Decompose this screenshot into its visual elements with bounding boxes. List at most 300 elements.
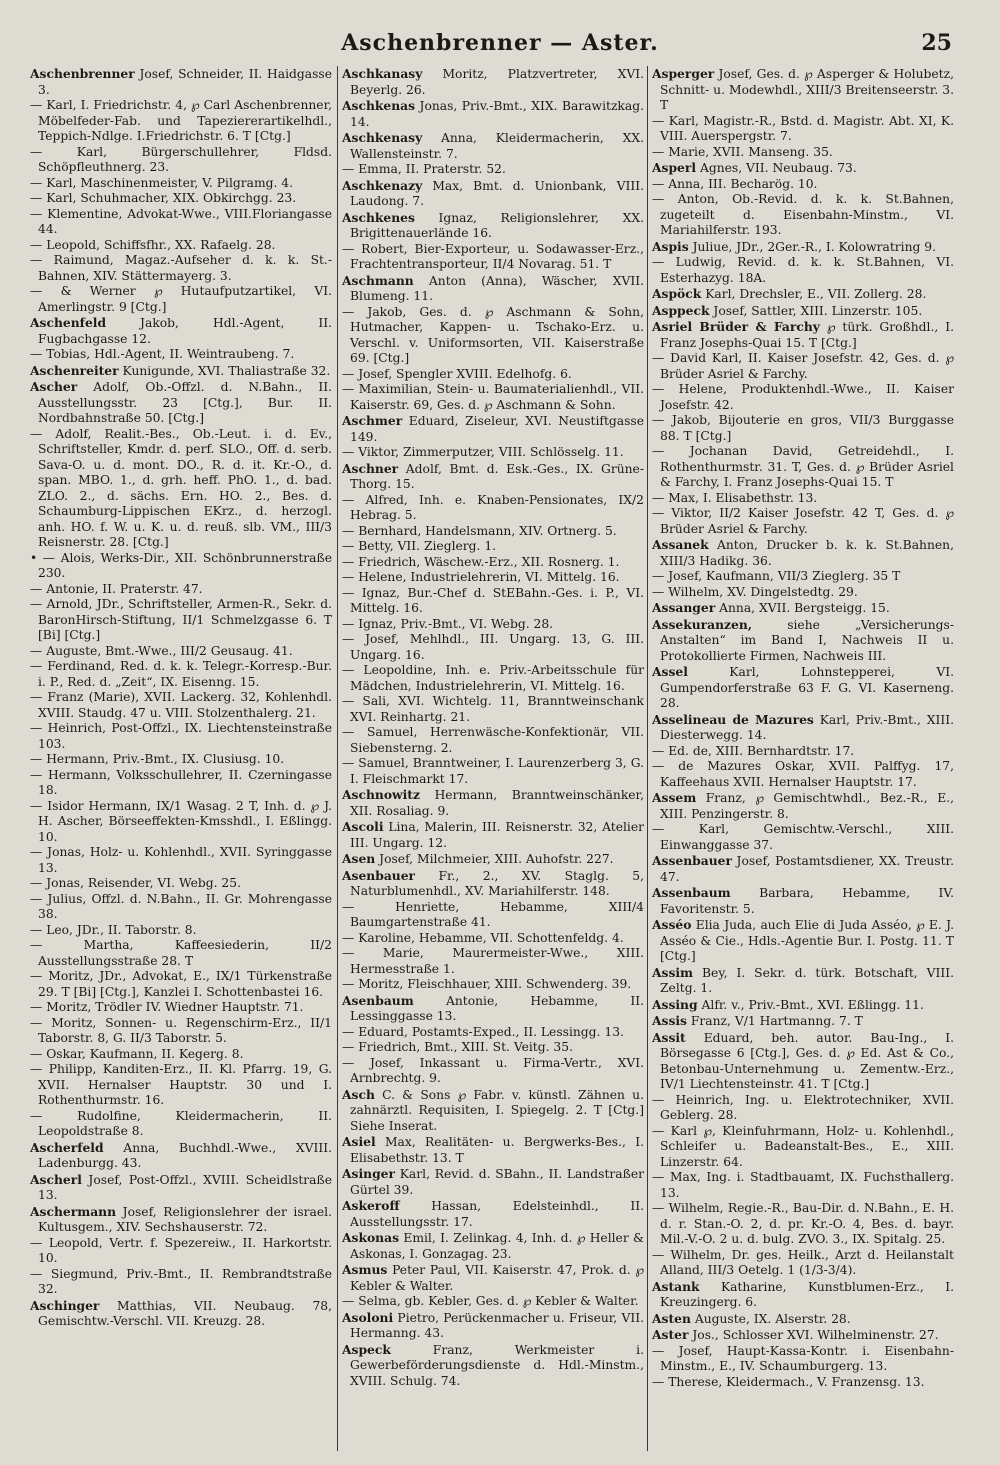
entry-text: Agnes, VII. Neubaug. 73. [696,161,857,175]
entry-text: — Jonas, Reisender, VI. Webg. 25. [30,876,241,890]
entry-text: — Isidor Hermann, IX/1 Wasag. 2 T, Inh. d. ℘ J. H. Ascher, Börseeffekten-Kmsshdl., I. Eßlingg. 10. [30,798,332,844]
entry-text: Josef, Schneider, II. Haidgasse 3. [38,67,332,97]
entry-text: Anna, Kleidermacherin, XX. Wallensteinstr. 7. [350,131,644,161]
directory-entry [30,253,332,284]
entry-text: — Anna, III. Becharög. 10. [652,176,818,191]
directory-entry [30,1298,332,1330]
entry-text: ℘ türk. Großhdl., I. Franz Josephs-Quai 15. T [Ctg.] [660,320,954,350]
directory-entry [652,1030,954,1093]
directory-entry [30,752,332,768]
directory-entry [652,1170,954,1201]
entry-text: Karl, Priv.-Bmt., XIII. Diesterwegg. 14. [660,712,954,742]
directory-entry [652,239,954,256]
directory-entry [30,363,332,380]
entry-text: — Max, Ing. i. Stadtbauamt, IX. Fuchsthallerg. 13. [652,1170,954,1200]
directory-entry [30,768,332,799]
entry-surname: Aschenfeld [30,315,107,330]
entry-text: Josef, Postamtsdiener, XX. Treustr. 47. [660,854,954,884]
entry-surname: Asoloni [342,1309,394,1325]
entry-text: — Jonas, Holz- u. Kohlenhdl., XVII. Syringgasse 13. [30,845,332,875]
entry-text: Eduard, Ziseleur, XVI. Neustiftgasse 149. [350,414,644,444]
directory-entry [342,382,644,413]
entry-surname: Aschinger [30,1297,100,1313]
entry-surname: Aster [652,1327,689,1342]
directory-entry [652,744,954,760]
directory-entry [652,506,954,537]
directory-entry [30,1267,332,1298]
entry-text: — Ignaz, Bur.-Chef d. StEBahn.-Ges. i. P., VI. Mittelg. 16. [342,585,644,615]
entry-text: — Leopold, Vertr. f. Spezereiw., II. Harkortstr. 10. [30,1235,332,1265]
directory-entry [30,1140,332,1172]
entry-surname: Aschkanasy [342,66,423,81]
directory-entry [30,238,332,254]
entry-text: — Therese, Kleidermach., V. Franzensg. 13. [652,1374,925,1389]
entry-surname: Aschenreiter [30,362,119,378]
directory-entry [652,145,954,161]
directory-entry [342,130,644,162]
directory-entry [30,191,332,207]
entry-text: Anton (Anna), Wäscher, XVII. Blumeng. 11. [350,273,644,303]
entry-text: — Siegmund, Priv.-Bmt., II. Rembrandtstraße 32. [30,1266,332,1296]
directory-entry [30,845,332,876]
directory-entry [342,1056,644,1087]
entry-text: — Rudolfine, Kleidermacherin, II. Leopoldstraße 8. [30,1108,332,1138]
directory-entry [30,207,332,238]
entry-text: — Wilhelm, Regie.-R., Bau-Dir. d. N.Bahn., E. H. d. r. Stan.-O. 2, d. pr. Kr.-O. 4, Bes. d. bayr. Mil.-V.-O. 2 u. d. bulg. ZVO. 3., IX. Spitalg. 25. [652,1201,954,1246]
entry-text: — Martha, Kaffeesiederin, II/2 Ausstellungsstraße 28. T [30,938,332,968]
entry-text: — Oskar, Kaufmann, II. Kegerg. 8. [30,1046,244,1061]
directory-entry [652,319,954,351]
entry-text: — Samuel, Branntweiner, I. Laurenzerberg 3, G. I. Fleischmarkt 17. [342,756,644,786]
directory-entry [342,98,644,130]
entry-text: — Raimund, Magaz.-Aufseher d. k. k. St.-Bahnen, XIV. Stättermayerg. 3. [30,253,332,283]
directory-entry [30,1000,332,1016]
entry-text: — Adolf, Realit.-Bes., Ob.-Leut. i. d. Ev., Schriftsteller, Kmdr. d. perf. SLO., Off. d. serb. Sava-O. u. d. mont. DO., R. d. it. Kr.-O., d. span. MBO. 1., d. grh. heff. PhO. 1., d. bad. ZLO. 2., d. sächs. Ern. HO. 2., Bes. d. Schaumburg-Lippischen EKrz., d. herzogl. anh. HO. f. W. u. K. u. d. reuß. slb. VM., III/3 Reisnerstr. 28. [Ctg.] [30,426,332,549]
directory-entry [652,885,954,917]
page-title: Aschenbrenner — Aster. [341,30,659,56]
directory-entry [30,1236,332,1267]
directory-entry [342,586,644,617]
entry-surname: Aspöck [652,286,702,301]
entry-text: — Viktor, Zimmerputzer, VIII. Schlösselg. 11. [342,445,624,459]
directory-entry [652,491,954,507]
directory-entry [342,273,644,305]
entry-text: Max, Realitäten- u. Bergwerks-Bes., I. Elisabethstr. 13. T [350,1135,644,1165]
page-number: 25 [921,30,952,56]
directory-entry [30,923,332,939]
directory-entry [30,1062,332,1109]
entry-text: — Moritz, Sonnen- u. Regenschirm-Erz., II/1 Taborstr. 8, G. II/3 Taborstr. 5. [30,1015,332,1045]
entry-text: — de Mazures Oskar, XVII. Palffyg. 17, Kaffeehaus XVII. Hernalser Hauptstr. 17. [652,759,954,789]
entry-text: Juliue, JDr., 2Ger.-R., I. Kolowratring 9. [688,239,937,254]
entry-surname: Ascoli [342,819,384,834]
entry-text: — Karl ℘, Kleinfuhrmann, Holz- u. Kohlenhdl., Schleifer u. Badeanstalt-Bes., E., XIII. Linzerstr. 64. [652,1123,954,1169]
directory-entry [342,694,644,725]
directory-entry [652,1201,954,1248]
directory-entry [652,160,954,177]
entry-surname: Ascher [30,379,78,394]
entry-text: — Karl, I. Friedrichstr. 4, ℘ Carl Aschenbrenner, Möbelfeder-Fab. und Tapeziererartikelhdl., Teppich-Ndlge. I.Friedrichstr. 6. T [Ctg.] [30,98,332,143]
directory-entry [30,938,332,969]
directory-entry [652,600,954,617]
directory-entry [30,799,332,846]
entry-text: — Henriette, Hebamme, XIII/4 Baumgartenstraße 41. [342,899,644,929]
directory-entry [652,569,954,585]
entry-text: — Wilhelm, Dr. ges. Heilk., Arzt d. Heilanstalt Alland, III/3 Oetelg. 1 (1/3-3/4). [652,1247,954,1277]
entry-text: — Karl, Maschinenmeister, V. Pilgramg. 4. [30,175,294,190]
entry-text: Moritz, Platzvertreter, XVI. Beyerlg. 26. [350,67,644,97]
entry-text: — Tobias, Hdl.-Agent, II. Weintraubeng. 7. [30,347,295,361]
directory-entry [342,367,644,383]
directory-entry [30,1172,332,1204]
entry-text: — Antonie, II. Praterstr. 47. [30,581,203,596]
entry-text: — Klementine, Advokat-Wwe., VIII.Floriangasse 44. [30,206,332,236]
entry-text: — Moritz, Trödler IV. Wiedner Hauptstr. 71. [30,1000,304,1014]
directory-entry [342,555,644,571]
entry-text: — Karl, Magistr.-R., Bstd. d. Magistr. Abt. XI, K. VIII. Auerspergstr. 7. [652,113,954,143]
entry-text: — Heinrich, Ing. u. Elektrotechniker, XVII. Geblerg. 28. [652,1092,954,1122]
entry-surname: Asselineau de Mazures [652,711,814,727]
directory-entry [652,917,954,965]
directory-entry [652,1013,954,1030]
directory-entry [652,114,954,145]
entry-surname: Asmus [342,1262,388,1277]
directory-entry [30,551,332,582]
entry-text: Josef, Religionslehrer der israel. Kultusgem., XIV. Sechshauserstr. 72. [38,1204,332,1234]
entry-text: Franz, ℘ Gemischtwhdl., Bez.-R., E., XIII. Penzingerstr. 8. [660,791,954,821]
entry-surname: Aschmann [342,272,414,288]
entry-surname: Aschermann [30,1203,117,1219]
entry-text: — Moritz, JDr., Advokat, E., IX/1 Türkenstraße 29. T [Bi] [Ctg.], Kanzlei I. Schottenbastei 16. [30,969,332,999]
directory-entry [30,1016,332,1047]
entry-text: — Jakob, Ges. d. ℘ Aschmann & Sohn, Hutmacher, Kappen- u. Tschako-Erz. u. Verschl. v. Uniformsorten, VII. Kaiserstraße 69. [Ctg.] [342,304,644,365]
entry-text: — Ignaz, Priv.-Bmt., VI. Webg. 28. [342,616,554,631]
entry-text: Hassan, Edelsteinhdl., II. Ausstellungsstr. 17. [350,1199,644,1229]
directory-entry [342,413,644,445]
entry-surname: Aschkenes [342,209,415,225]
directory-entry [30,347,332,363]
directory-entry [30,176,332,192]
entry-text: — Josef, Inkassant u. Firma-Vertr., XVI. Arnbrechtg. 9. [342,1055,644,1085]
entry-text: — Sali, XVI. Wichtelg. 11, Branntweinschank XVI. Reinhartg. 21. [342,694,644,724]
directory-entry [342,445,644,461]
directory-entry [30,427,332,551]
entry-surname: Assanek [652,537,709,552]
entry-text: — Hermann, Volksschullehrer, II. Czerningasse 18. [30,767,332,797]
entry-surname: Assing [652,996,698,1012]
entry-text: — Robert, Bier-Exporteur, u. Sodawasser-Erz., Frachtentransporteur, II/4 Novarag. 51. T [342,241,644,271]
entry-surname: Asenbauer [342,867,416,883]
directory-entry [652,1344,954,1375]
entry-text: — Josef, Haupt-Kassa-Kontr. i. Eisenbahn-Minstm., E., IV. Schaumburgerg. 13. [652,1343,954,1373]
entry-text: Anna, Buchhdl.-Wwe., XVIII. Ladenburgg. 43. [38,1140,332,1170]
entry-surname: Assel [652,664,688,679]
entry-text: Adolf, Ob.-Offzl. d. N.Bahn., II. Ausstellungsstr. 23 [Ctg.], Bur. II. Nordbahnstraße 50. [Ctg.] [38,380,332,425]
entry-text: — Josef, Mehlhdl., III. Ungarg. 13, G. III. Ungarg. 16. [342,632,644,662]
entry-text: Josef, Ges. d. ℘ Asperger & Holubetz, Schnitt- u. Modewhdl., XIII/3 Breitenseerstr. 3. T [660,67,954,112]
entry-surname: Astank [652,1278,700,1294]
directory-entry [652,444,954,491]
directory-entry [30,969,332,1000]
directory-entry [342,524,644,540]
entry-surname: Assit [652,1029,686,1045]
entry-surname: Asppeck [652,302,710,318]
directory-entry [342,900,644,931]
entry-surname: Asperger [652,66,715,81]
directory-entry [652,1279,954,1311]
entry-text: • — Alois, Werks-Dir., XII. Schönbrunnerstraße 230. [30,550,332,580]
entry-text: C. & Sons ℘ Fabr. v. künstl. Zähnen u. zahnärztl. Requisiten, I. Spiegelg. 2. T [Ctg.] Siehe Inserat. [350,1087,644,1133]
directory-entry [342,617,644,633]
column-2 [342,66,644,1456]
entry-surname: Assekuranzen, [652,616,753,632]
directory-entry [342,993,644,1025]
directory-entry [342,66,644,98]
directory-entry [30,644,332,660]
entry-text: Jos., Schlosser XVI. Wilhelminenstr. 27. [688,1328,939,1342]
entry-surname: Asch [342,1086,375,1102]
entry-text: Hermann, Branntweinschänker, XII. Rosaliag. 9. [350,788,644,818]
directory-entry [342,493,644,524]
column-divider [647,66,648,1451]
entry-text: — Friedrich, Bmt., XIII. St. Veitg. 35. [342,1040,573,1054]
directory-entry [30,876,332,892]
entry-text: Emil, I. Zelinkag. 4, Inh. d. ℘ Heller & Askonas, I. Gonzagag. 23. [350,1231,644,1261]
directory-entry [652,537,954,569]
directory-entry [652,413,954,444]
entry-text: — Maximilian, Stein- u. Baumaterialienhdl., VII. Kaiserstr. 69, Ges. d. ℘ Aschmann & Sohn. [342,382,644,412]
entry-surname: Asten [652,1310,691,1326]
entry-text: Jakob, Hdl.-Agent, II. Fugbachgasse 12. [38,316,332,346]
entry-text: Jonas, Priv.-Bmt., XIX. Barawitzkag. 14. [350,99,644,129]
directory-entry [30,315,332,347]
entry-text: — Julius, Offzl. d. N.Bahn., II. Gr. Mohrengasse 38. [30,891,332,921]
entry-surname: Assenbaum [652,885,731,900]
directory-entry [30,145,332,176]
entry-text: — & Werner ℘ Hutaufputzartikel, VI. Amerlingstr. 9 [Ctg.] [30,284,332,314]
entry-text: — Marie, Maurermeister-Wwe., XIII. Hermesstraße 1. [342,946,644,976]
directory-entry [652,303,954,320]
directory-entry [30,1047,332,1063]
entry-surname: Aspis [652,238,689,254]
directory-entry [342,632,644,663]
entry-surname: Aschkenazy [342,177,423,193]
entry-text: — David Karl, II. Kaiser Josefstr. 42, Ges. d. ℘ Brüder Asriel & Farchy. [652,351,954,381]
directory-entry [652,351,954,382]
directory-entry [342,305,644,367]
entry-surname: Ascherl [30,1171,82,1187]
directory-entry [652,585,954,601]
entry-surname: Ascherfeld [30,1139,104,1155]
entry-text: Ignaz, Religionslehrer, XX. Brigittenauerlände 16. [350,210,644,240]
directory-entry [652,965,954,997]
directory-entry [652,759,954,790]
column-3 [652,66,954,1456]
directory-entry [652,822,954,853]
directory-entry [342,756,644,787]
directory-entry [30,659,332,690]
directory-entry [652,790,954,822]
entry-surname: Asperl [652,160,697,175]
directory-entry [30,284,332,315]
entry-text: Eduard, beh. autor. Bau-Ing., I. Börsegasse 6 [Ctg.], Ges. d. ℘ Ed. Ast & Co., Betonbau-Unternehmung u. Zementw.-Erz., IV/1 Liechtensteinstr. 41. T [Ctg.] [660,1030,954,1091]
entry-text: — Moritz, Fleischhauer, XIII. Schwenderg. 39. [342,977,632,991]
entry-surname: Asen [342,851,376,866]
entry-text: Karl, Lohnstepperei, VI. Gumpendorferstraße 63 F. G. VI. Kaserneng. 28. [660,665,954,710]
directory-entry [30,721,332,752]
directory-entry [342,1342,644,1390]
entry-surname: Asenbaum [342,992,414,1008]
entry-text: — Jakob, Bijouterie en gros, VII/3 Burggasse 88. T [Ctg.] [652,413,954,443]
directory-entry [342,851,644,868]
entry-text: — Anton, Ob.-Revid. d. k. k. St.Bahnen, zugeteilt d. Eisenbahn-Minstm., VI. Mariahilferstr. 193. [652,192,954,237]
entry-text: — Marie, XVII. Manseng. 35. [652,144,833,159]
entry-surname: Aschenbrenner [30,66,135,81]
directory-entry [342,931,644,947]
entry-text: Barbara, Hebamme, IV. Favoritenstr. 5. [660,886,954,916]
entry-text: — Heinrich, Post-Offzl., IX. Liechtensteinstraße 103. [30,721,332,751]
directory-entry [652,192,954,239]
directory-entry [30,690,332,721]
entry-surname: Aschkenas [342,98,416,113]
column-divider [337,66,338,1451]
entry-text: — Betty, VII. Zieglerg. 1. [342,539,497,553]
directory-entry [342,1087,644,1135]
directory-entry [342,210,644,242]
directory-entry [342,162,644,178]
entry-text: — Leo, JDr., II. Taborstr. 8. [30,922,197,937]
entry-text: — Jochanan David, Getreidehdl., I. Rothenthurmstr. 31. T, Ges. d. ℘ Brüder Asriel & Farchy, I. Franz Josephs-Quai 15. T [652,444,954,489]
entry-text: — Karoline, Hebamme, VII. Schottenfeldg. 4. [342,930,624,945]
directory-entry [342,1310,644,1342]
directory-entry [342,242,644,273]
directory-entry [30,379,332,427]
entry-text: Josef, Sattler, XIII. Linzerstr. 105. [709,303,923,318]
entry-text: Franz, V/1 Hartmanng. 7. T [686,1014,863,1028]
entry-text: Adolf, Bmt. d. Esk.-Ges., IX. Grüne-Thorg. 15. [350,461,644,491]
directory-entry [30,1109,332,1140]
entry-text: Katharine, Kunstblumen-Erz., I. Kreuzingerg. 6. [660,1279,954,1309]
entry-surname: Assanger [652,600,716,615]
entry-surname: Aschkenasy [342,130,423,145]
directory-entry [342,178,644,210]
directory-entry [342,461,644,493]
directory-entry [652,1311,954,1328]
directory-entry [652,382,954,413]
directory-entry [342,787,644,819]
entry-text: siehe „Versicherungs-Anstalten“ im Band I, Nachweis II u. Protokollierte Firmen, Nachweis III. [660,617,954,663]
directory-entry [30,66,332,98]
directory-entry [30,98,332,145]
entry-surname: Asriel Brüder & Farchy [652,319,820,334]
directory-entry [342,1134,644,1166]
entry-text: — Hermann, Priv.-Bmt., IX. Clusiusg. 10. [30,752,285,766]
entry-text: — Karl, Bürgerschullehrer, Fldsd. Schöpfleuthnerg. 23. [30,144,332,174]
directory-entry [30,582,332,598]
directory-entry [652,997,954,1014]
entry-surname: Asinger [342,1166,395,1181]
entry-text: Josef, Milchmeier, XIII. Auhofstr. 227. [375,852,614,866]
entry-text: — Helene, Produktenhdl.-Wwe., II. Kaiser Josefstr. 42. [652,382,954,412]
entry-text: — Helene, Industrielehrerin, VI. Mittelg. 16. [342,570,620,584]
entry-text: Anton, Drucker b. k. k. St.Bahnen, XIII/3 Hadikg. 36. [660,538,954,568]
entry-text: — Arnold, JDr., Schriftsteller, Armen-R., Sekr. d. BaronHirsch-Stiftung, II/1 Schmelzgasse 6. T [Bi] [Ctg.] [30,597,332,642]
entry-surname: Assis [652,1013,687,1028]
entry-text: — Leopoldine, Inh. e. Priv.-Arbeitsschule für Mädchen, Industrielehrerin, VI. Mittelg. 16. [342,663,644,693]
entry-text: — Ferdinand, Red. d. k. k. Telegr.-Korresp.-Bur. i. P., Red. d. „Zeit“, IX. Eisenng. 15. [30,659,332,689]
entry-surname: Assem [652,790,697,805]
entry-text: Fr., 2., XV. Staglg. 5, Naturblumenhdl., XV. Mariahilferstr. 148. [350,868,644,898]
entry-text: Josef, Post-Offzl., XVIII. Scheidlstraße 13. [38,1172,332,1202]
entry-text: — Viktor, II/2 Kaiser Josefstr. 42 T, Ges. d. ℘ Brüder Asriel & Farchy. [652,506,954,536]
entry-text: Alfr. v., Priv.-Bmt., XVI. Eßlingg. 11. [697,997,924,1012]
entry-text: Karl, Revid. d. SBahn., II. Landstraßer Gürtel 39. [350,1167,644,1197]
directory-entry [652,66,954,114]
entry-text: Auguste, IX. Alserstr. 28. [690,1311,851,1326]
entry-text: — Alfred, Inh. e. Knaben-Pensionates, IX/2 Hebrag. 5. [342,492,644,522]
directory-entry [652,1327,954,1344]
entry-surname: Aschnowitz [342,787,420,802]
entry-text: Max, Bmt. d. Unionbank, VIII. Laudong. 7. [350,178,644,208]
entry-text: Matthias, VII. Neubaug. 78, Gemischtw.-Verschl. VII. Kreuzg. 28. [38,1298,332,1328]
directory-entry [342,868,644,900]
entry-text: — Philipp, Kanditen-Erz., II. Kl. Pfarrg. 19, G. XVII. Hernalser Hauptstr. 30 und I. Rothenthurmstr. 16. [30,1062,332,1107]
entry-text: — Friedrich, Wäschew.-Erz., XII. Rosnerg. 1. [342,554,620,569]
directory-entry [30,892,332,923]
directory-entry [342,725,644,756]
directory-entry [652,1248,954,1279]
entry-surname: Aschner [342,460,399,476]
entry-text: Pietro, Perückenmacher u. Friseur, VII. Hermanng. 43. [350,1310,644,1340]
entry-text: Franz, Werkmeister i. Gewerbeförderungsdienste d. Hdl.-Minstm., XVIII. Schulg. 74. [350,1342,644,1388]
entry-text: — Karl, Gemischtw.-Verschl., XIII. Einwanggasse 37. [652,822,954,852]
page-header [0,30,1000,60]
directory-entry [342,1025,644,1041]
column-1 [30,66,332,1456]
entry-surname: Aspeck [342,1341,391,1357]
directory-entry [342,539,644,555]
entry-text: Kunigunde, XVI. Thaliastraße 32. [118,363,331,378]
entry-text: Lina, Malerin, III. Reisnerstr. 32, Atelier III. Ungarg. 12. [350,820,644,850]
directory-entry [342,1262,644,1294]
entry-surname: Asséo [652,917,692,932]
entry-text: — Franz (Marie), XVII. Lackerg. 32, Kohlenhdl. XVIII. Staudg. 47 u. VIII. Stolzenthalerg. 21. [30,690,332,720]
entry-text: Elia Juda, auch Elie di Juda Asséo, ℘ E. J. Asséo & Cie., Hdls.-Agentie Bur. I. Postg. 11. T [Ctg.] [660,918,954,963]
entry-text: — Max, I. Elisabethstr. 13. [652,490,818,505]
directory-entry [342,663,644,694]
entry-text: Antonie, Hebamme, II. Lessinggasse 13. [350,993,644,1023]
directory-entry [652,177,954,193]
directory-entry [342,819,644,851]
entry-text: — Karl, Schuhmacher, XIX. Obkirchgg. 23. [30,191,297,205]
entry-surname: Assenbauer [652,853,732,868]
directory-entry [30,1204,332,1236]
directory-entry [342,1040,644,1056]
entry-surname: Asiel [342,1134,376,1149]
entry-text: — Ed. de, XIII. Bernhardtstr. 17. [652,743,855,758]
entry-surname: Askeroff [342,1198,400,1213]
entry-surname: Askonas [342,1230,400,1245]
entry-text: — Bernhard, Handelsmann, XIV. Ortnerg. 5. [342,523,617,538]
directory-entry [342,946,644,977]
entry-surname: Assim [652,964,694,980]
directory-entry [652,1124,954,1171]
directory-entry [342,570,644,586]
entry-text: Peter Paul, VII. Kaiserstr. 47, Prok. d. ℘ Kebler & Walter. [350,1263,644,1293]
entry-text: — Leopold, Schiffsfhr., XX. Rafaelg. 28. [30,237,276,252]
directory-entry [652,853,954,885]
directory-entry [342,977,644,993]
